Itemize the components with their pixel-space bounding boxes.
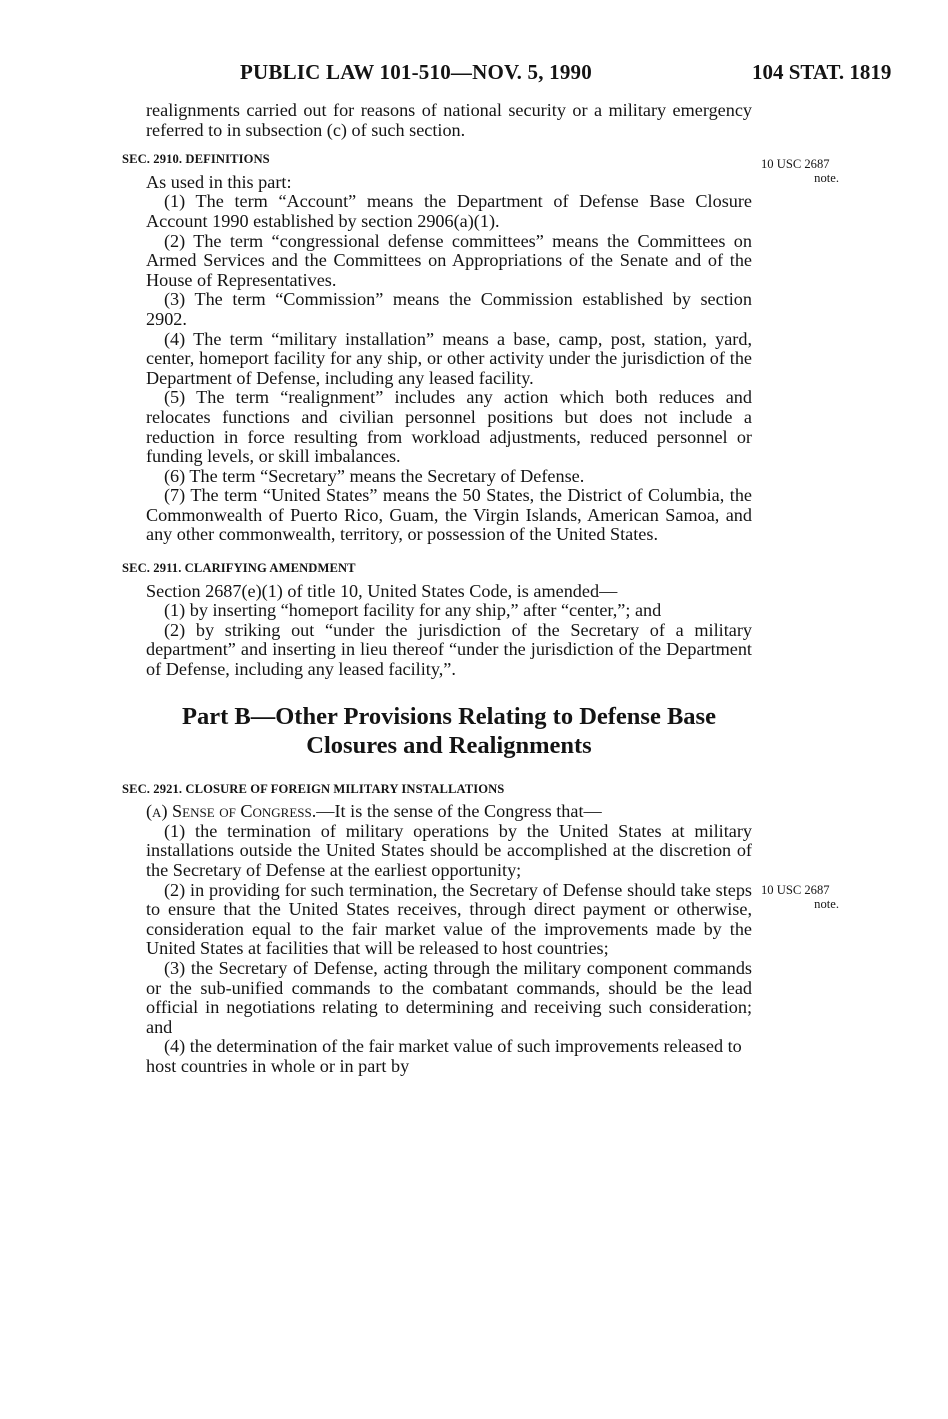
section-heading: SEC. 2910. DEFINITIONS (122, 152, 270, 167)
margin-note-sec-2910 (761, 158, 839, 185)
carryover-paragraph: realignments carried out for reasons of national security or a military emergency referred to in subsection (c) of such section. (146, 100, 752, 140)
part-title-line: Part B—Other Provisions Relating to Defense Base (182, 702, 716, 730)
subsection-heading: (a) Sense of Congress. (146, 801, 317, 822)
definition-item: (4) The term “military installation” means a base, camp, post, station, yard, center, homeport facility for any ship, or other activity under the jurisdiction of the Department of Defense, including any leased facility. (146, 328, 752, 388)
definition-item: (7) The term “United States” means the 50 States, the District of Columbia, the Commonwealth of Puerto Rico, Guam, the Virgin Islands, American Samoa, and any other commonwealth, territory, or possession of the United States. (146, 485, 752, 545)
page-header-stat: 104 STAT. 1819 (752, 60, 892, 84)
margin-note-suffix: note. (814, 170, 839, 185)
definition-item: (2) The term “congressional defense committees” means the Committees on Armed Services and the Committees on Appropriations of the Senate and of the House of Representatives. (146, 230, 752, 290)
definition-item: (3) The term “Commission” means the Commission established by section 2902. (146, 289, 752, 329)
margin-note-suffix: note. (814, 896, 839, 911)
subsection-text: —It is the sense of the Congress that— (316, 801, 602, 822)
section-heading: SEC. 2921. CLOSURE OF FOREIGN MILITARY INSTALLATIONS (122, 781, 505, 796)
margin-note-sec-2921 (761, 884, 839, 911)
sense-item: (2) in providing for such termination, the Secretary of Defense should take steps to ensure that the United States receives, through direct payment or otherwise, consideration equal to the fair market value of the improvements made by the United States at facilities that will be released to host countries; (146, 879, 752, 959)
definition-item: (5) The term “realignment” includes any action which both reduces and relocates functions and civilian personnel positions but does not include a reduction in force resulting from workload adjustments, reduced personnel or funding levels, or skill imbalances. (146, 387, 752, 467)
amendment-item: (2) by striking out “under the jurisdiction of the Secretary of a military department” and inserting in lieu thereof “under the jurisdiction of the Department of Defense, including any leased facility,”. (146, 619, 752, 680)
main-text-column (122, 100, 752, 1077)
definition-item: (6) The term “Secretary” means the Secretary of Defense. (164, 465, 585, 486)
section-heading: SEC. 2911. CLARIFYING AMENDMENT (122, 561, 356, 576)
section-2910 (122, 150, 752, 545)
section-intro: As used in this part: (146, 171, 292, 192)
sense-item: (4) the determination of the fair market value of such improvements released to host countries in whole or in part by (146, 1036, 742, 1076)
page-header-title: PUBLIC LAW 101-510—NOV. 5, 1990 (240, 60, 592, 84)
part-title-line: Closures and Realignments (306, 731, 592, 759)
margin-note-citation: 10 USC 2687 (761, 157, 830, 171)
amendment-item: (1) by inserting “homeport facility for any ship,” after “center,”; and (164, 600, 662, 621)
subsection-a (146, 802, 752, 822)
sense-item: (1) the termination of military operations by the United States at military installations outside the United States should be accomplished at the discretion of the Secretary of Defense at the earliest opportunity; (146, 820, 752, 880)
sense-item: (3) the Secretary of Defense, acting through the military component commands or the sub-unified commands to the combatant commands, should be the lead official in negotiations relating to determining and receiving such consideration; and (146, 957, 752, 1037)
section-2911 (122, 559, 752, 680)
definition-item: (1) The term “Account” means the Department of Defense Base Closure Account 1990 established by section 2906(a)(1). (146, 191, 752, 231)
margin-note-citation: 10 USC 2687 (761, 883, 830, 897)
part-title (146, 702, 752, 760)
section-2921 (122, 780, 752, 1077)
running-head (0, 60, 948, 88)
section-intro: Section 2687(e)(1) of title 10, United States Code, is amended— (146, 580, 618, 601)
